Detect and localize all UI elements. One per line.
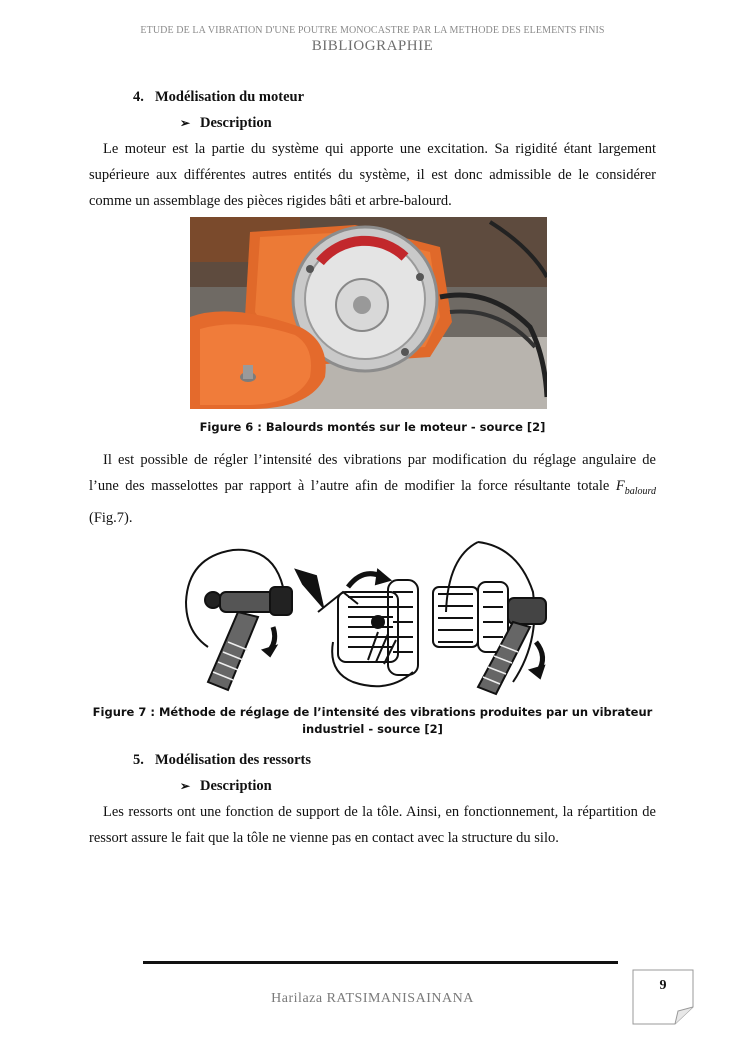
section-4-title: Modélisation du moteur [155,89,305,105]
section-5-subheading [180,778,272,795]
section-5-number: 5. [133,752,144,768]
section-4-subheading [180,115,272,132]
arrow-bullet-icon: ➢ [180,779,191,793]
section-4-number: 4. [133,89,144,105]
footer-rule [143,961,618,964]
page-number: 9 [659,978,667,993]
force-symbol: $F_{balourd}$ [615,478,656,497]
section-4-heading [133,89,304,106]
figure-6-caption: Figure 6 : Balourds montés sur le moteur - source [2] [199,420,546,434]
section-5-paragraph: Les ressorts ont une fonction de support de la tôle. Ainsi, en fonctionnement, la répartition de ressort assure le fait que la tôle ne vienne pas en contact avec la structure du silo. [89,804,656,846]
arrow-bullet-icon: ➢ [180,116,191,130]
running-header-section: BIBLIOGRAPHIE [311,38,434,54]
section-4-subtitle: Description [200,115,272,131]
section-4-paragraph: Le moteur est la partie du système qui apporte une excitation. Sa rigidité étant largement supérieure aux différentes autres entités du système, il est donc admissible de le considérer comme un assemblage des pièces rigides bâti et arbre-balourd. [89,141,656,209]
section-5-subtitle: Description [200,778,272,794]
figure-6-photo [190,217,547,409]
section-5-heading [133,752,311,769]
figure-7-caption: Figure 7 : Méthode de réglage de l’intensité des vibrations produites par un vibrateur industriel - source [2] [92,705,653,736]
footer-author: Harilaza RATSIMANISAINANA [271,991,474,1006]
running-header-title: ETUDE DE LA VIBRATION D'UNE POUTRE MONOCASTRE PAR LA METHODE DES ELEMENTS FINIS [140,25,605,36]
section-5-title: Modélisation des ressorts [155,752,312,768]
figure-7-drawing [178,532,558,697]
paragraph-vibration-adjustment: Il est possible de régler l’intensité des vibrations par modification du réglage angulaire de l’une des masselottes par rapport à l’autre afin de modifier la force résultante totale $F_{balourd}$ (Fig.7). [89,452,656,526]
